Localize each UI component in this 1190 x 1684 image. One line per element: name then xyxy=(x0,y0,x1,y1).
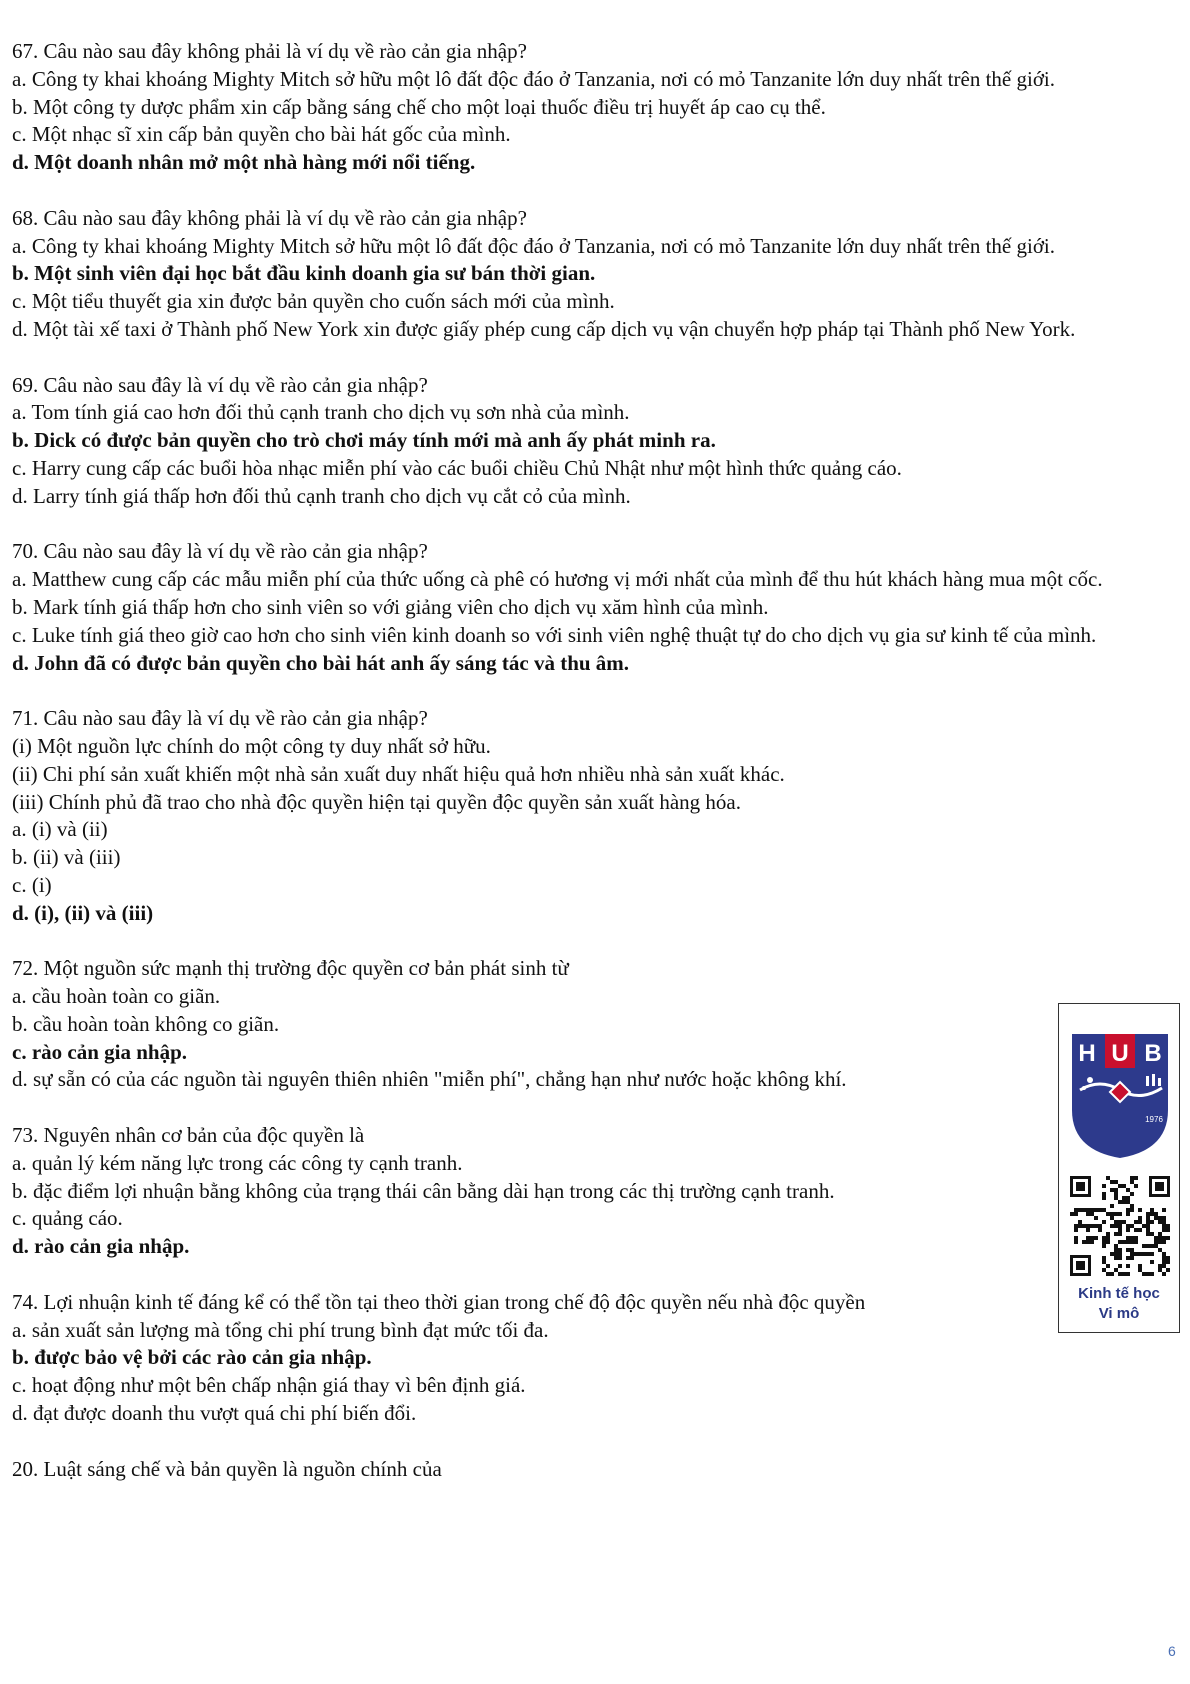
question-block xyxy=(12,372,1182,511)
answer-option: c. Luke tính giá theo giờ cao hơn cho sinh viên kinh doanh so với sinh viên nghệ thuật tự do cho dịch vụ gia sư kinh tế của mình. xyxy=(12,622,1097,647)
answer-option: (i) Một nguồn lực chính do một công ty duy nhất sở hữu. xyxy=(12,733,491,758)
question-block xyxy=(12,205,1182,344)
answer-option: c. quảng cáo. xyxy=(12,1206,123,1231)
logo-letter-h: H xyxy=(1078,1040,1096,1067)
answer-option: a. Công ty khai khoáng Mighty Mitch sở hữu một lô đất độc đáo ở Tanzania, nơi có mỏ Tanzanite lớn duy nhất trên thế giới. xyxy=(12,233,1056,258)
answer-option: (iii) Chính phủ đã trao cho nhà độc quyền hiện tại quyền độc quyền sản xuất hàng hóa. xyxy=(12,789,741,814)
answer-option: a. Tom tính giá cao hơn đối thủ cạnh tranh cho dịch vụ sơn nhà của mình. xyxy=(12,400,630,425)
answer-option: d. sự sẵn có của các nguồn tài nguyên thiên nhiên "miễn phí", chẳng hạn như nước hoặc không khí. xyxy=(12,1067,847,1092)
question-stem: 72. Một nguồn sức mạnh thị trường độc quyền cơ bản phát sinh từ xyxy=(12,956,569,981)
question-stem: 70. Câu nào sau đây là ví dụ về rào cản gia nhập? xyxy=(12,539,428,564)
question-block xyxy=(12,38,1182,177)
document-body xyxy=(12,38,1182,1511)
question-block xyxy=(12,955,1182,1094)
question-stem: 71. Câu nào sau đây là ví dụ về rào cản gia nhập? xyxy=(12,706,428,731)
question-block xyxy=(12,705,1182,927)
answer-option: b. Một công ty dược phẩm xin cấp bằng sáng chế cho một loại thuốc điều trị huyết áp cao cụ thể. xyxy=(12,94,826,119)
answer-option: a. (i) và (ii) xyxy=(12,817,108,842)
question-stem: 67. Câu nào sau đây không phải là ví dụ về rào cản gia nhập? xyxy=(12,39,527,63)
question-stem: 69. Câu nào sau đây là ví dụ về rào cản gia nhập? xyxy=(12,372,428,397)
answer-option: c. (i) xyxy=(12,872,52,897)
question-block xyxy=(12,1289,1182,1428)
answer-option: c. hoạt động như một bên chấp nhận giá thay vì bên định giá. xyxy=(12,1373,526,1398)
answer-option: a. sản xuất sản lượng mà tổng chi phí trung bình đạt mức tối đa. xyxy=(12,1317,549,1342)
answer-option: c. Harry cung cấp các buổi hòa nhạc miễn phí vào các buổi chiều Chủ Nhật như một hình thức quảng cáo. xyxy=(12,455,902,480)
page-number: 6 xyxy=(1168,1643,1176,1659)
answer-option: a. cầu hoàn toàn co giãn. xyxy=(12,984,221,1009)
question-stem: 74. Lợi nhuận kinh tế đáng kể có thể tồn tại theo thời gian trong chế độ độc quyền nếu nhà độc quyền xyxy=(12,1289,866,1314)
hub-logo-icon xyxy=(1070,1032,1170,1160)
logo-letter-b: B xyxy=(1144,1040,1162,1067)
answer-option: c. Một tiểu thuyết gia xin được bản quyền cho cuốn sách mới của mình. xyxy=(12,289,615,314)
question-block xyxy=(12,538,1182,677)
answer-option-correct: d. Một doanh nhân mở một nhà hàng mới nổi tiếng. xyxy=(12,150,476,175)
answer-option-correct: d. (i), (ii) và (iii) xyxy=(12,900,154,925)
answer-option: a. Công ty khai khoáng Mighty Mitch sở hữu một lô đất độc đáo ở Tanzania, nơi có mỏ Tanzanite lớn duy nhất trên thế giới. xyxy=(12,66,1056,91)
badge-title xyxy=(1059,1284,1179,1324)
answer-option-correct: b. được bảo vệ bởi các rào cản gia nhập. xyxy=(12,1345,372,1370)
answer-option: c. Một nhạc sĩ xin cấp bản quyền cho bài hát gốc của mình. xyxy=(12,122,511,147)
question-block xyxy=(12,1122,1182,1261)
answer-option-correct: b. Một sinh viên đại học bắt đầu kinh doanh gia sư bán thời gian. xyxy=(12,261,596,286)
question-stem: 20. Luật sáng chế và bản quyền là nguồn chính của xyxy=(12,1456,442,1481)
answer-option-correct: c. rào cản gia nhập. xyxy=(12,1039,188,1064)
qr-code-icon xyxy=(1070,1176,1170,1276)
course-badge xyxy=(1058,1003,1180,1333)
logo-letter-u: U xyxy=(1111,1040,1129,1067)
answer-option: a. quản lý kém năng lực trong các công ty cạnh tranh. xyxy=(12,1150,463,1175)
answer-option-correct: d. rào cản gia nhập. xyxy=(12,1234,190,1259)
answer-option-correct: b. Dick có được bản quyền cho trò chơi máy tính mới mà anh ấy phát minh ra. xyxy=(12,428,716,453)
answer-option: d. đạt được doanh thu vượt quá chi phí biến đổi. xyxy=(12,1401,417,1426)
answer-option-correct: d. John đã có được bản quyền cho bài hát anh ấy sáng tác và thu âm. xyxy=(12,650,630,675)
answer-option: b. đặc điểm lợi nhuận bằng không của trạng thái cân bằng dài hạn trong các thị trường cạnh tranh. xyxy=(12,1178,835,1203)
answer-option: a. Matthew cung cấp các mẫu miễn phí của thức uống cà phê có hương vị mới nhất của mình để thu hút khách hàng mua một cốc. xyxy=(12,567,1103,592)
answer-option: d. Một tài xế taxi ở Thành phố New York xin được giấy phép cung cấp dịch vụ vận chuyển hợp pháp tại Thành phố New York. xyxy=(12,316,1076,341)
answer-option: d. Larry tính giá thấp hơn đối thủ cạnh tranh cho dịch vụ cắt cỏ của mình. xyxy=(12,483,631,508)
logo-year: 1976 xyxy=(1145,1115,1163,1124)
answer-option: b. (ii) và (iii) xyxy=(12,845,121,870)
answer-option: b. Mark tính giá thấp hơn cho sinh viên so với giảng viên cho dịch vụ xăm hình của mình. xyxy=(12,594,769,619)
question-stem: 68. Câu nào sau đây không phải là ví dụ về rào cản gia nhập? xyxy=(12,205,527,230)
badge-title-line2: Vi mô xyxy=(1098,1305,1140,1322)
question-stem: 73. Nguyên nhân cơ bản của độc quyền là xyxy=(12,1123,365,1148)
badge-title-line1: Kinh tế học xyxy=(1078,1285,1160,1302)
answer-option: b. cầu hoàn toàn không co giãn. xyxy=(12,1011,280,1036)
answer-option: (ii) Chi phí sản xuất khiến một nhà sản xuất duy nhất hiệu quả hơn nhiều nhà sản xuất khác. xyxy=(12,761,785,786)
question-block xyxy=(12,1456,1182,1484)
